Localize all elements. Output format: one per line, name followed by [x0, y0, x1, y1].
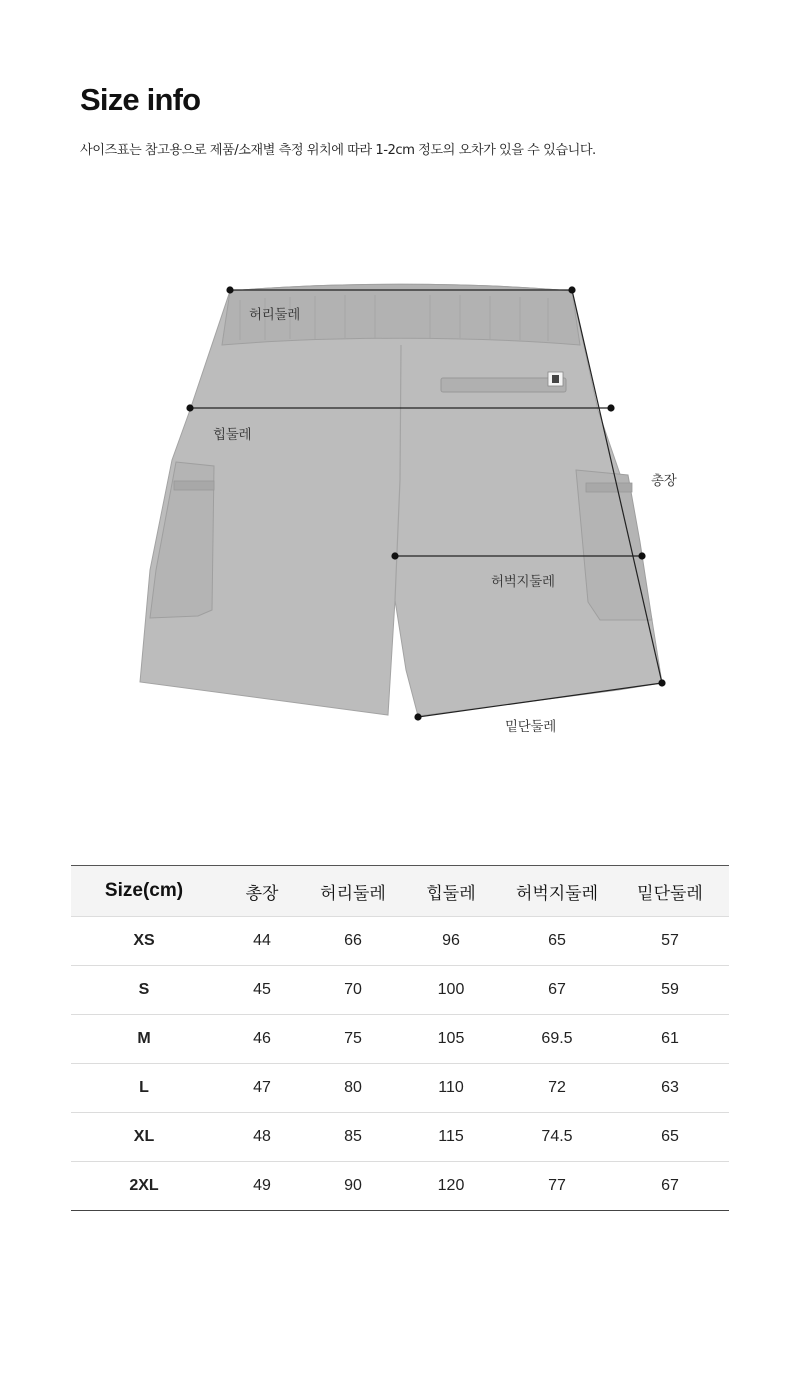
table-cell: 65 [503, 917, 611, 966]
table-cell: 47 [217, 1064, 307, 1113]
table-row [71, 966, 729, 1015]
col-header-size: Size(cm) [71, 866, 217, 917]
table-cell: 80 [307, 1064, 399, 1113]
size-table-header [71, 866, 729, 917]
col-header-hem: 밑단둘레 [611, 866, 729, 917]
table-cell: 72 [503, 1064, 611, 1113]
table-cell: 67 [611, 1162, 729, 1211]
size-cell: XS [71, 917, 217, 966]
size-table [71, 865, 729, 1211]
hip-label: 힙둘레 [213, 427, 252, 443]
table-cell: 100 [399, 966, 503, 1015]
table-cell: 70 [307, 966, 399, 1015]
table-cell: 45 [217, 966, 307, 1015]
thigh-label: 허벅지둘레 [491, 574, 555, 590]
table-cell: 44 [217, 917, 307, 966]
table-cell: 74.5 [503, 1113, 611, 1162]
table-cell: 48 [217, 1113, 307, 1162]
length-label: 총장 [651, 473, 677, 489]
table-row [71, 1015, 729, 1064]
table-cell: 110 [399, 1064, 503, 1113]
table-row [71, 917, 729, 966]
table-cell: 105 [399, 1015, 503, 1064]
table-cell: 77 [503, 1162, 611, 1211]
col-header-length: 총장 [217, 866, 307, 917]
right-cargo-pocket [576, 470, 652, 620]
page-title: Size info [80, 82, 201, 117]
back-pocket [441, 378, 566, 392]
col-header-hip: 힙둘레 [399, 866, 503, 917]
table-row [71, 1064, 729, 1113]
table-cell: 46 [217, 1015, 307, 1064]
table-cell: 69.5 [503, 1015, 611, 1064]
col-header-waist: 허리둘레 [307, 866, 399, 917]
table-cell: 61 [611, 1015, 729, 1064]
table-cell: 65 [611, 1113, 729, 1162]
table-cell: 57 [611, 917, 729, 966]
table-cell: 49 [217, 1162, 307, 1211]
table-cell: 67 [503, 966, 611, 1015]
table-cell: 96 [399, 917, 503, 966]
hem-label: 밑단둘레 [505, 719, 556, 735]
shorts-measurement-diagram [0, 270, 800, 750]
size-cell: 2XL [71, 1162, 217, 1211]
size-cell: S [71, 966, 217, 1015]
table-cell: 66 [307, 917, 399, 966]
col-header-thigh: 허벅지둘레 [503, 866, 611, 917]
shorts-illustration [0, 270, 800, 750]
table-cell: 75 [307, 1015, 399, 1064]
waist-label: 허리둘레 [249, 307, 300, 323]
table-row [71, 1113, 729, 1162]
table-cell: 63 [611, 1064, 729, 1113]
table-cell: 59 [611, 966, 729, 1015]
table-cell: 120 [399, 1162, 503, 1211]
table-cell: 90 [307, 1162, 399, 1211]
table-row [71, 1162, 729, 1211]
size-notice: 사이즈표는 참고용으로 제품/소재별 측정 위치에 따라 1-2cm 정도의 오차가 있을 수 있습니다. [80, 143, 596, 158]
table-cell: 115 [399, 1113, 503, 1162]
size-cell: L [71, 1064, 217, 1113]
size-cell: M [71, 1015, 217, 1064]
table-cell: 85 [307, 1113, 399, 1162]
size-cell: XL [71, 1113, 217, 1162]
